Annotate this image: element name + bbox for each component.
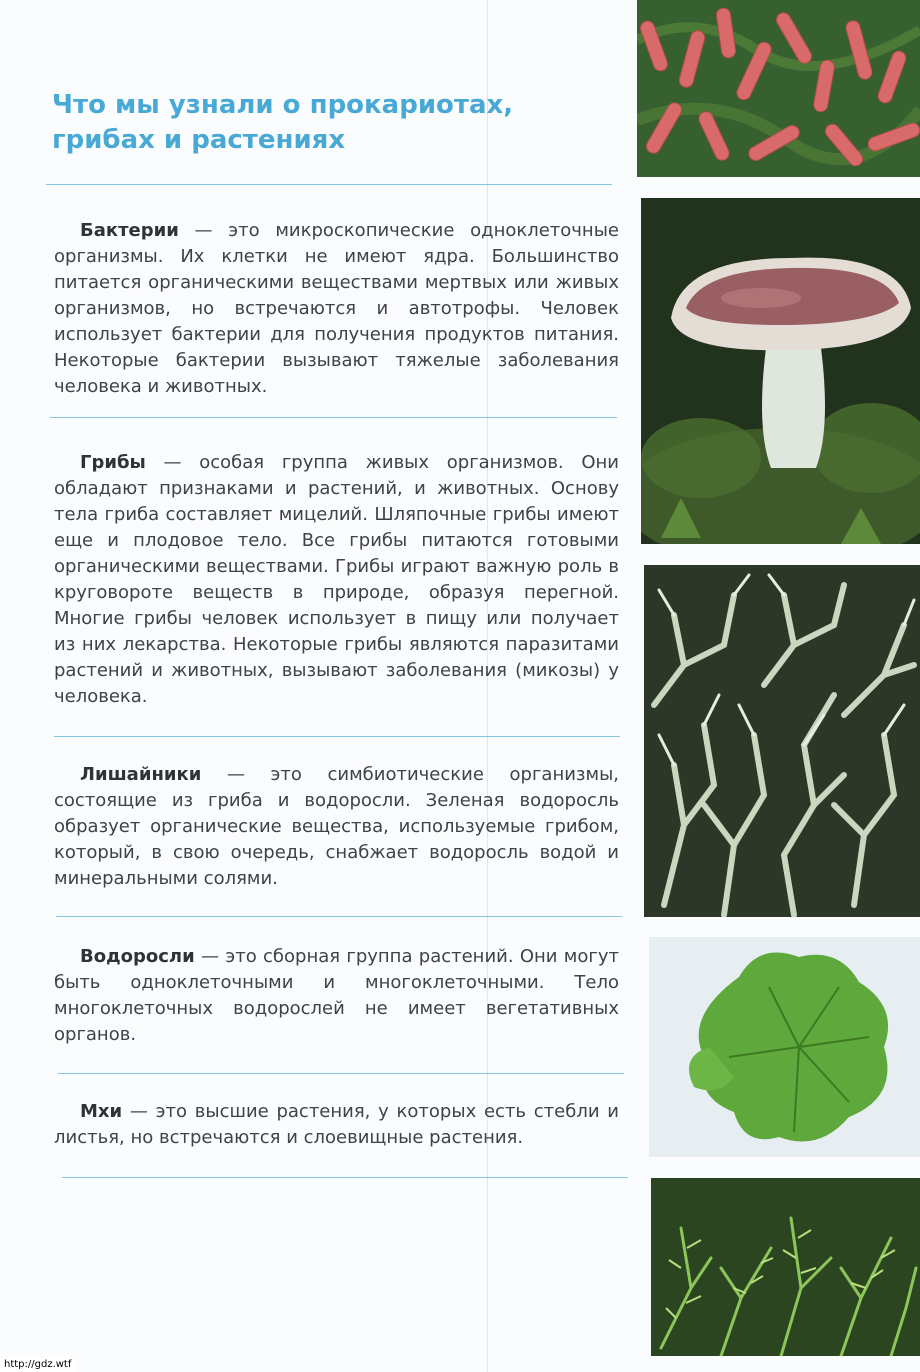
section-bacteria — [54, 218, 619, 400]
moss-photo — [651, 1178, 920, 1356]
term-lichens: Лишайники — [80, 764, 202, 785]
section-mosses — [54, 1099, 619, 1151]
divider — [58, 1073, 624, 1074]
section-algae — [54, 944, 619, 1048]
divider — [54, 736, 620, 737]
text-algae: — это сборная группа растений. Они могут быть одноклеточными и многоклеточными. Тело многоклеточных водорослей не имеет вегетативных органов. — [54, 946, 619, 1045]
watermark-url: http://gdz.wtf — [0, 1357, 75, 1372]
divider — [62, 1177, 628, 1178]
lichen-photo — [644, 565, 920, 917]
algae-photo — [649, 937, 920, 1157]
term-fungi: Грибы — [80, 452, 146, 473]
page-title: Что мы узнали о прокариотах, грибах и растениях — [52, 90, 514, 155]
divider — [56, 916, 622, 917]
term-bacteria: Бактерии — [80, 220, 179, 241]
mushroom-photo — [641, 198, 920, 544]
section-lichens — [54, 762, 619, 892]
text-fungi: — особая группа живых организмов. Они обладают признаками и растений, и животных. Основу тела гриба составляет мицелий. Шляпочные грибы имеют еще и плодовое тело. Все грибы питаются готовыми органическими веществами. Грибы играют важную роль в круговороте веществ в природе, образуя перегной. Многие грибы человек использует в пищу или получает из них лекарства. Некоторые грибы являются паразитами растений и животных, вызывают заболевания (микозы) у человека. — [54, 452, 619, 707]
divider — [46, 184, 612, 185]
term-algae: Водоросли — [80, 946, 195, 967]
text-bacteria: — это микроскопические одноклеточные организмы. Их клетки не имеют ядра. Большинство питается органическими веществами мертвых или живых организмов, но встречаются и автотрофы. Человек использует бактерии для получения продуктов питания. Некоторые бактерии вызывают тяжелые заболевания человека и животных. — [54, 220, 619, 397]
term-mosses: Мхи — [80, 1101, 123, 1122]
bacteria-photo — [637, 0, 920, 177]
text-lichens: — это симбиотические организмы, состоящие из гриба и водоросли. Зеленая водоросль образует органические вещества, используемые грибом, который, в свою очередь, снабжает водоросль водой и минеральными солями. — [54, 764, 619, 889]
text-mosses: — это высшие растения, у которых есть стебли и листья, но встречаются и слоевищные растения. — [54, 1101, 619, 1148]
divider — [50, 417, 617, 418]
section-fungi — [54, 450, 619, 710]
